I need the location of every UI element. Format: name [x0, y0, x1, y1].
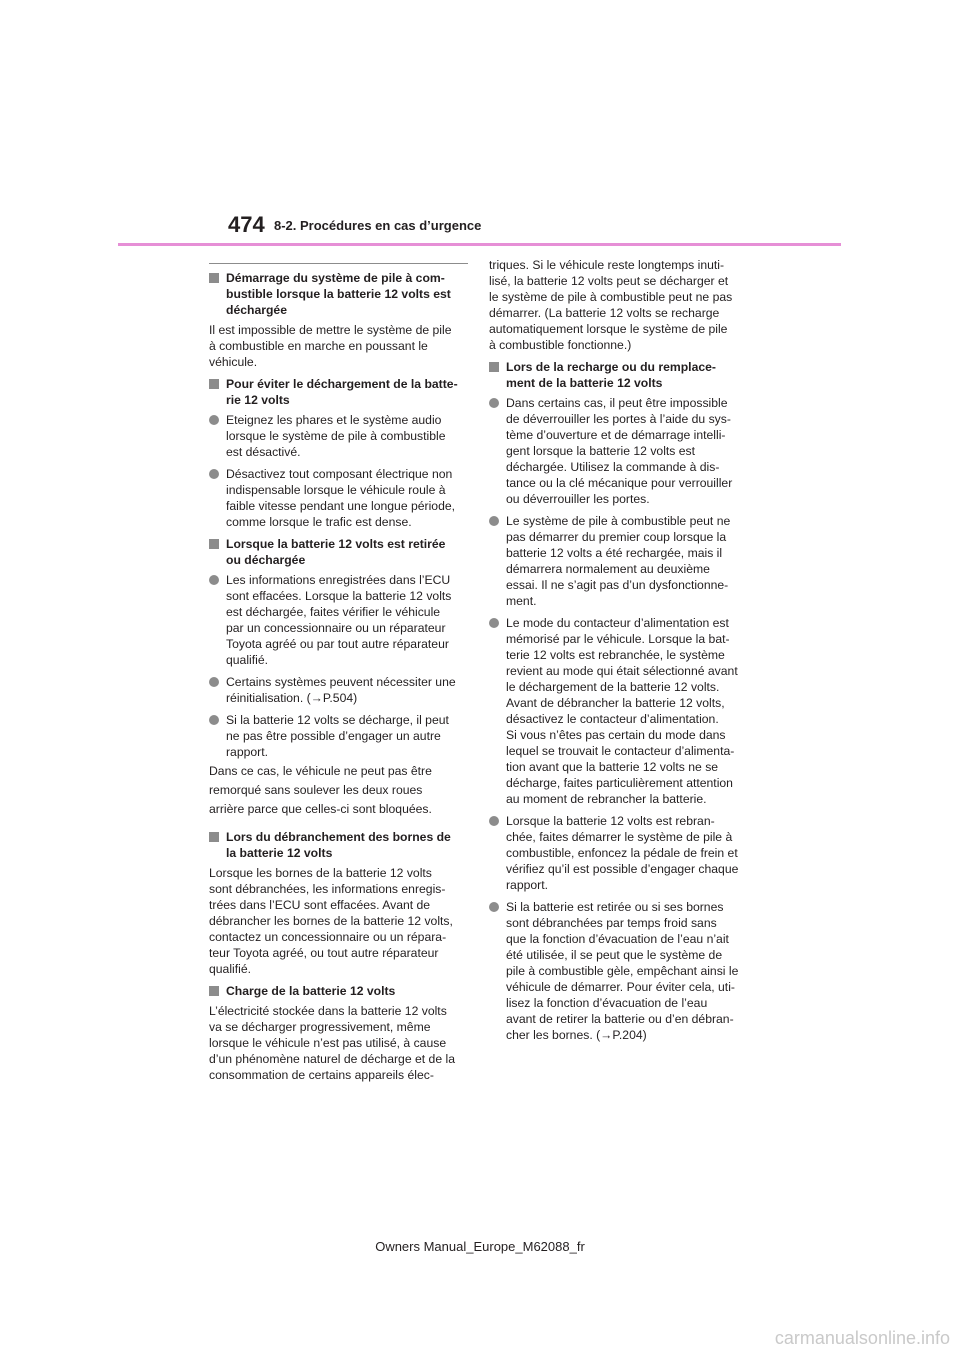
circle-bullet-icon: [489, 902, 499, 912]
square-bullet-icon: [209, 539, 219, 549]
footer-manual-id: Owners Manual_Europe_M62088_fr: [375, 1239, 585, 1254]
section-heading: [209, 376, 471, 408]
circle-bullet-icon: [209, 415, 219, 425]
bullet-item: [489, 513, 751, 609]
circle-bullet-icon: [489, 816, 499, 826]
paragraph-line: arrière parce que celles-ci sont bloquées.: [209, 802, 432, 816]
heading-text: Lors de la recharge ou du remplace- ment de la batterie 12 volts: [506, 360, 716, 390]
header-rule: [118, 243, 841, 246]
square-bullet-icon: [209, 273, 219, 283]
circle-bullet-icon: [209, 715, 219, 725]
circle-bullet-icon: [489, 618, 499, 628]
bullet-text: Eteignez les phares et le système audio lorsque le système de pile à combustible est désactivé.: [226, 413, 446, 459]
heading-text: Lorsque la batterie 12 volts est retirée ou déchargée: [226, 537, 446, 567]
square-bullet-icon: [209, 379, 219, 389]
circle-bullet-icon: [209, 677, 219, 687]
section-title: 8-2. Procédures en cas d’urgence: [274, 218, 482, 233]
bullet-text: Les informations enregistrées dans l’ECU sont effacées. Lorsque la batterie 12 volts est déchargée, faites vérifier le véhicule par un concessionnaire ou un réparateur Toyota agréé ou par tout autre réparateur qualifié.: [226, 573, 452, 667]
circle-bullet-icon: [489, 398, 499, 408]
section-heading: [209, 536, 471, 568]
circle-bullet-icon: [489, 516, 499, 526]
paragraph-line: remorqué sans soulever les deux roues: [209, 783, 423, 797]
bullet-item: [489, 813, 751, 893]
paragraph: Lorsque les bornes de la batterie 12 volts sont débranchées, les informations enregis- trées dans l’ECU sont effacées. Avant de débrancher les bornes de la batterie 12 volts, contactez un concessionnaire ou un répara- teur Toyota agréé, ou tout autre réparateur qualifié.: [209, 866, 453, 976]
bullet-item: [489, 615, 751, 807]
right-column: [489, 257, 751, 1049]
paragraph: L’électricité stockée dans la batterie 12 volts va se décharger progressivement, même lorsque le véhicule n’est pas utilisé, à cause d’un phénomène naturel de décharge et de la consommation de certains appareils élec-: [209, 1004, 455, 1082]
column-top-rule: [209, 263, 468, 264]
section-heading: [209, 270, 471, 318]
paragraph: [209, 762, 471, 819]
bullet-item: [489, 899, 751, 1043]
bullet-item: [209, 466, 471, 530]
bullet-item: [209, 712, 471, 760]
bullet-item: [489, 395, 751, 507]
square-bullet-icon: [209, 986, 219, 996]
section-heading: [209, 983, 471, 999]
section-heading: [489, 359, 751, 391]
bullet-text: Le mode du contacteur d’alimentation est mémorisé par le véhicule. Lorsque la bat- terie 12 volts est rebranchée, le système revient au mode qui était sélectionné avant le déchargement de la batterie 12 volts. Avant de débrancher la batterie 12 volts, désactivez le contacteur d’alimentation. Si vous n’êtes pas certain du mode dans lequel se trouvait le contacteur d’alimenta- tion avant que la batterie 12 volts ne se décharge, faites particulièrement attention au moment de rebrancher la batterie.: [506, 616, 738, 806]
left-column: [209, 270, 471, 1089]
bullet-item: [209, 412, 471, 460]
bullet-text: Si la batterie 12 volts se décharge, il peut ne pas être possible d’engager un autre rapport.: [226, 713, 449, 759]
square-bullet-icon: [209, 832, 219, 842]
heading-text: Démarrage du système de pile à com- bustible lorsque la batterie 12 volts est déchargée: [226, 271, 451, 317]
section-heading: [209, 829, 471, 861]
square-bullet-icon: [489, 362, 499, 372]
heading-text: Lors du débranchement des bornes de la batterie 12 volts: [226, 830, 451, 860]
circle-bullet-icon: [209, 575, 219, 585]
bullet-text: Dans certains cas, il peut être impossible de déverrouiller les portes à l’aide du sys- tème d’ouverture et de démarrage intelli- gent lorsque la batterie 12 volts est déchargée. Utilisez la commande à dis- tance ou la clé mécanique pour verrouiller ou déverrouiller les portes.: [506, 396, 733, 506]
paragraph-line: Dans ce cas, le véhicule ne peut pas être: [209, 764, 432, 778]
bullet-text: Si la batterie est retirée ou si ses bornes sont débranchées par temps froid sans que la fonction d’évacuation de l’eau n’ait été utilisée, il se peut que le système de pile à combustible gèle, empêchant ainsi le véhicule de démarrer. Pour éviter cela, uti- lisez la fonction d’évacuation de l’eau avant de retirer la batterie ou d’en débran- cher les bornes. (→P.204): [506, 900, 739, 1042]
circle-bullet-icon: [209, 469, 219, 479]
bullet-text: Désactivez tout composant électrique non indispensable lorsque le véhicule roule à faible vitesse pendant une longue période, comme lorsque le trafic est dense.: [226, 467, 456, 529]
heading-text: Charge de la batterie 12 volts: [226, 984, 396, 998]
bullet-text: Le système de pile à combustible peut ne pas démarrer du premier coup lorsque la batterie 12 volts a été rechargée, mais il démarrera normalement au deuxième essai. Il ne s’agit pas d’un dysfonctionne- ment.: [506, 514, 731, 608]
bullet-text: Lorsque la batterie 12 volts est rebran- chée, faites démarrer le système de pile à combustible, enfoncez la pédale de frein et vérifiez qu’il est possible d’engager chaque rapport.: [506, 814, 739, 892]
paragraph: triques. Si le véhicule reste longtemps inuti- lisé, la batterie 12 volts peut se décharger et le système de pile à combustible peut ne pas démarrer. (La batterie 12 volts se recharge automatiquement lorsque le système de pile à combustible fonctionne.): [489, 258, 733, 352]
bullet-text: Certains systèmes peuvent nécessiter une réinitialisation. (→P.504): [226, 675, 456, 705]
heading-text: Pour éviter le déchargement de la batte- rie 12 volts: [226, 377, 458, 407]
watermark: carmanualsonline.info: [774, 1328, 950, 1348]
bullet-item: [209, 572, 471, 668]
bullet-item: [209, 674, 471, 706]
page-number: 474: [228, 212, 265, 237]
paragraph: Il est impossible de mettre le système de pile à combustible en marche en poussant le véhicule.: [209, 323, 452, 369]
